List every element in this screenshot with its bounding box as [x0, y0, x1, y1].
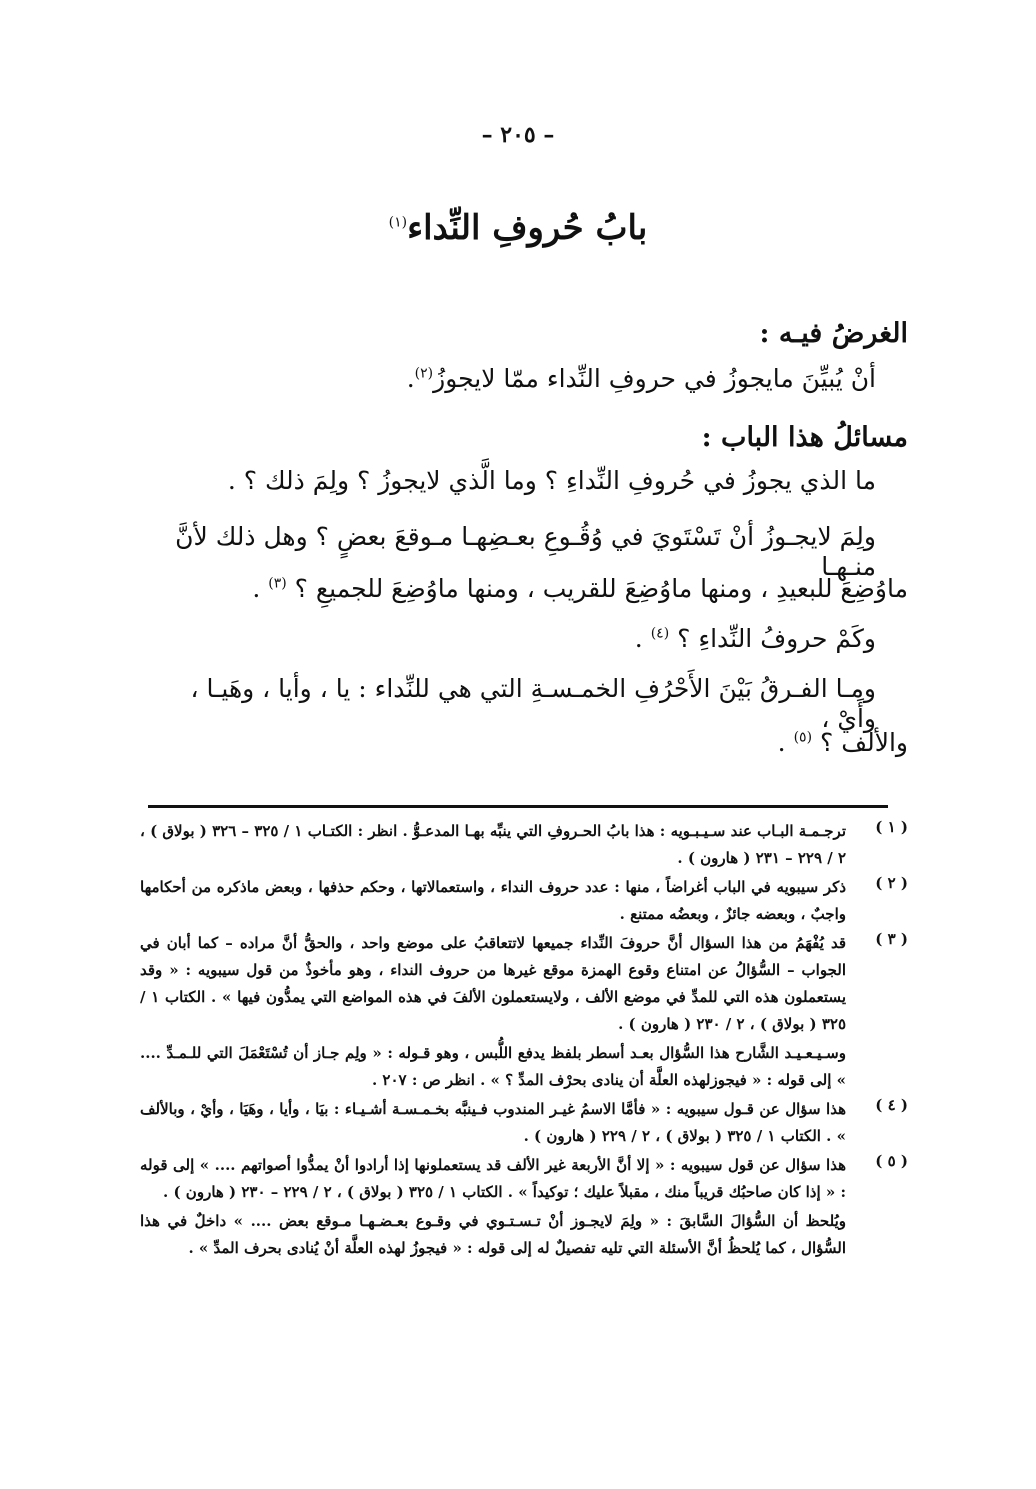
- footnote-2: [140, 874, 908, 928]
- footnote-number: ( ٣ ): [875, 930, 908, 948]
- footnote-5: [140, 1152, 908, 1206]
- purpose-footnote-ref: (٢): [414, 365, 434, 382]
- footnote-text: قد يُفْهَمُ من هذا السؤال أنَّ حروفَ النِّداء جميعها لاتتعاقبُ على موضع واحد ، والحقُّ أنَّ مراده – كما أبان في الجواب – السُّؤالُ عن امتناع وقوع الهمزة موقع غيرها من حروف النداء ، وهو مأخوذٌ من قول سيبويه : « وقد يستعملون هذه التي للمدِّ في موضع الألف ، ولايستعملون الألفَ في هذه المواضع التي يمدُّون فيها » . الكتاب ١ / ٣٢٥ ( بولاق ) ، ٢ / ٢٣٠ ( هارون ) .: [140, 934, 846, 1033]
- footnote-separator: [148, 805, 888, 808]
- footnote-number: ( ١ ): [875, 818, 908, 836]
- footnote-text: وسـيـعـيـد الشَّارح هذا السُّؤال بعـد أسطر بلفظ يدفع اللُّبس ، وهو قـوله : « ولِم جـاز أن تُسْتَعْمَلَ التي للـمـدِّ .... » إلى قوله : « فيجوزلهذه العلَّة أن ينادى بحرْف المدِّ ؟ » . انظر ص : ٢٠٧ .: [140, 1044, 846, 1089]
- question-line-4-ref: (٤): [650, 625, 670, 642]
- question-line-1: ما الذي يجوزُ في حُروفِ النِّداءِ ؟ وما الَّذي لايجوزُ ؟ ولِمَ ذلك ؟ .: [227, 466, 876, 495]
- questions-heading: مسائلُ هذا الباب :: [701, 422, 908, 453]
- footnote-3-continuation: [140, 1040, 908, 1094]
- footnote-1: [140, 818, 908, 872]
- question-line-6: والألف ؟ $^{(٥)}$ .: [777, 728, 908, 757]
- footnote-text: ترجـمـة البـاب عند سـيـبـويه : هذا بابُ الحـروفِ التي ينبِّه بهـا المدعـوُّ . انظر : الكتـاب ١ / ٣٢٥ – ٣٢٦ ( بولاق ) ، ٢ / ٢٢٩ – ٢٣١ ( هارون ) .: [140, 822, 846, 867]
- footnote-3: [140, 930, 908, 1038]
- question-line-3: ماوُضِعَ للبعيدِ ، ومنها ماوُضِعَ للقريب ، ومنها ماوُضِعَ للجميعِ ؟ $^{(٣)}$ .: [252, 574, 908, 603]
- footnote-4: [140, 1096, 908, 1150]
- chapter-title: [0, 208, 1036, 248]
- question-line-3-ref: (٣): [268, 575, 287, 592]
- question-line-2: ولِمَ لايجـوزُ أنْ تَسْتَويَ في وُقُـوعِ بعـضِهـا مـوقعَ بعضٍ ؟ وهل ذلك لأنَّ منـهـا: [175, 522, 876, 581]
- question-line-4: وكَمْ حروفُ النِّداءِ ؟ $^{(٤)}$ .: [634, 624, 876, 653]
- footnote-number: ( ٤ ): [875, 1096, 908, 1114]
- page-number: – ٢٠٥ –: [481, 122, 555, 148]
- question-line-6-ref: (٥): [793, 729, 813, 746]
- footnote-text: هذا سؤال عن قول سيبويه : « إلا أنَّ الأربعة غير الألف قد يستعملونها إذا أرادوا أنْ يمدُّوا أصواتهم .... » إلى قوله : « إذا كان صاحبُك قريباً منك ، مقبلاً عليك ؛ توكيداً » . الكتاب ١ / ٣٢٥ ( بولاق ) ، ٢ / ٢٢٩ – ٢٣٠ ( هارون ) .: [140, 1156, 846, 1201]
- question-line-4-text: وكَمْ حروفُ النِّداءِ ؟: [677, 624, 876, 653]
- purpose-end: .: [406, 364, 415, 393]
- chapter-title-text: بابُ حُروفِ النِّداء: [407, 208, 648, 248]
- footnote-text: ذكر سيبويه في الباب أغراضاً ، منها : عدد حروف النداء ، واستعمالاتها ، وحكم حذفها ، وبعض ماذكره من أحكامها واجبٌ ، وبعضه جائزٌ ، وبعضُه ممتنع .: [140, 878, 846, 923]
- purpose-heading: الغرضُ فيـه :: [759, 318, 908, 349]
- footnote-text: ويُلحظ أن السُّؤالَ السَّابقَ : « ولِمَ لايجـوز أنْ تـسـتـوي في وقـوع بعـضـهـا مـوقع بعض .... » داخلٌ في هذا السُّؤال ، كما يُلحظُ أنَّ الأسئلة التي تليه تفصيلٌ له إلى قوله : « فيجوزُ لهذه العلَّة أنْ يُنادى بحرف المدِّ » .: [140, 1212, 846, 1257]
- purpose-sentence: أنْ يُبيِّنَ مايجوزُ في حروفِ النِّداء ممّا لايجوزُ: [433, 364, 876, 393]
- footnote-text: هذا سؤال عن قـول سيبويه : « فأمَّا الاسمُ غيـر المندوب فـينبَّه بخـمـسـة أشـيـاء : بيَا ، وأيا ، وهَيَا ، وأيْ ، وبالألف » . الكتاب ١ / ٣٢٥ ( بولاق ) ، ٢ / ٢٢٩ ( هارون ) .: [140, 1100, 846, 1145]
- footnote-5-continuation: [140, 1208, 908, 1262]
- footnote-number: ( ٥ ): [875, 1152, 908, 1170]
- question-line-5: ومـا الفـرقُ بَيْنَ الأَحْرُفِ الخمـسـةِ التي هي للنِّداء : يا ، وأيا ، وهَيـا ، وأَيْ ،: [190, 674, 876, 733]
- footnote-number: ( ٢ ): [875, 874, 908, 892]
- question-line-3-text: ماوُضِعَ للبعيدِ ، ومنها ماوُضِعَ للقريب ، ومنها ماوُضِعَ للجميعِ ؟: [294, 574, 908, 603]
- footnotes: [140, 818, 908, 1264]
- chapter-title-footnote-ref: (١): [388, 214, 408, 231]
- question-line-6-text: والألف ؟: [820, 728, 908, 757]
- purpose-text: [148, 364, 876, 394]
